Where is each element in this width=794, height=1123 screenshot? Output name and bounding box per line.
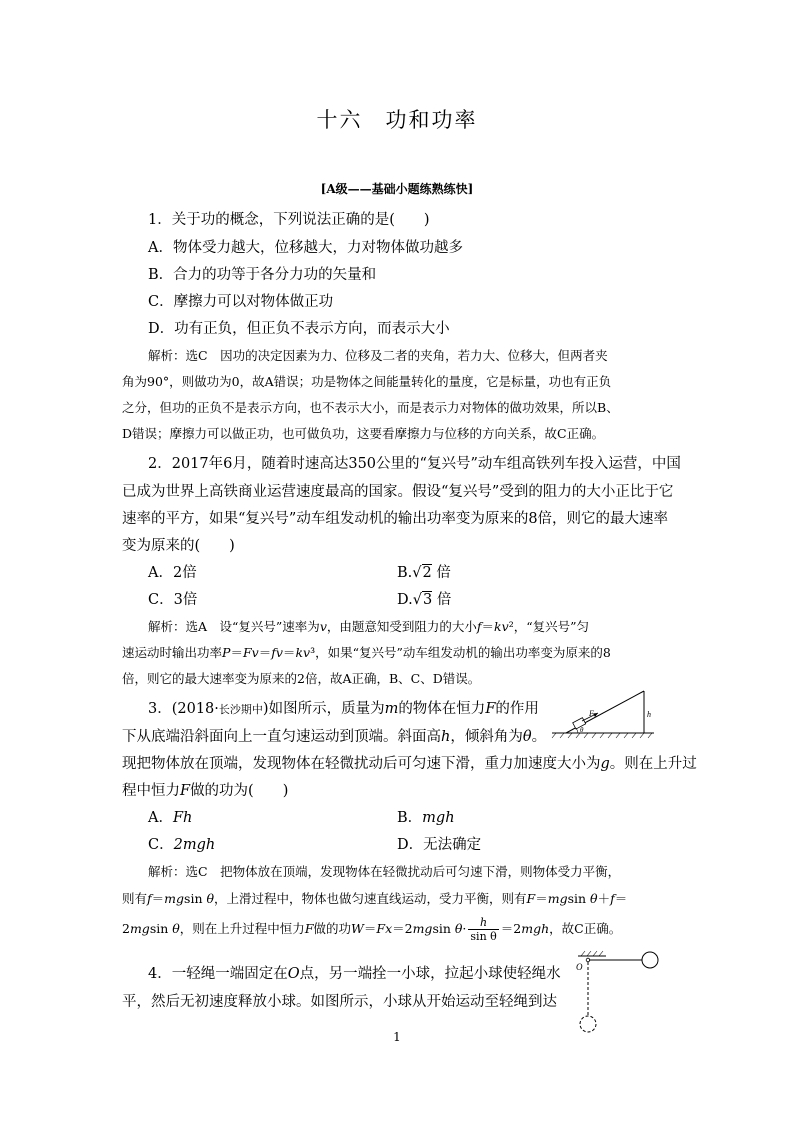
q1-option-b: B．合力的功等于各分力功的矢量和 <box>148 267 377 283</box>
q2-option-d: D.√3 倍 <box>397 592 452 608</box>
section-heading: [A级——基础小题练熟练快] <box>320 182 474 196</box>
q1-option-c: C．摩擦力可以对物体做正功 <box>148 294 334 310</box>
q2-option-b: B.√2 倍 <box>397 565 451 581</box>
q2-stem-line: 速率的平方，如果“复兴号”动车组发动机的输出功率变为原来的8倍，则它的最大速率 <box>122 511 669 527</box>
q4-stem-line: 4．一轻绳一端固定在O点，另一端拴一小球，拉起小球使轻绳水 <box>148 966 561 982</box>
q2-solution-line: 倍，则它的最大速率变为原来的2倍，故A正确，B、C、D错误。 <box>122 671 481 686</box>
q3-option-c: C．2mgh <box>148 837 216 853</box>
q1-stem: 1．关于功的概念，下列说法正确的是( ) <box>148 212 430 228</box>
fraction: $\frac{h}{\text{sin θ}}$ <box>470 916 497 943</box>
q1-option-d: D．功有正负，但正负不表示方向，而表示大小 <box>148 321 450 337</box>
q2-stem-line: 2．2017年6月，随着时速高达350公里的“复兴号”动车组高铁列车投入运营，中国 <box>148 456 681 472</box>
q2-option-c: C．3倍 <box>148 592 198 608</box>
q3-option-d: D．无法确定 <box>397 837 482 853</box>
q3-option-a: A．Fh <box>148 810 193 826</box>
q3-stem-line: 下从底端沿斜面向上一直匀速运动到顶端。斜面高h，倾斜角为θ。 <box>122 729 547 745</box>
q4-stem-line: 平，然后无初速度释放小球。如图所示，小球从开始运动至轻绳到达 <box>122 994 557 1010</box>
fig-label-h: h <box>647 710 651 719</box>
q3-stem-line: 现把物体放在顶端，发现物体在轻微扰动后可匀速下滑，重力加速度大小为g。则在上升过 <box>122 756 697 772</box>
pendulum-diagram <box>572 948 664 1036</box>
q1-solution-line: 解析：选C 因功的决定因素为力、位移及二者的夹角，若力大、位移大，但两者夹 <box>148 348 608 363</box>
q3-solution-line: 则有f＝mgsin θ，上滑过程中，物体也做匀速直线运动，受力平衡，则有F＝mgsin θ＋f＝ <box>122 891 628 906</box>
q3-solution-line: 2mgsin θ，则在上升过程中恒力F做的功W＝Fx＝2mgsin θ· $\frac{h}{\text{sin θ}}$ ＝2mgh，故C正确。 <box>122 916 622 943</box>
fig-label-theta: θ <box>580 726 584 734</box>
q2-solution-line: 解析：选A 设“复兴号”速率为v，由题意知受到阻力的大小f＝kv²，“复兴号”匀 <box>148 619 589 634</box>
q3-stem-line: 程中恒力F做的功为( ) <box>122 783 289 799</box>
q1-solution-line: 之分，但功的正负不是表示方向，也不表示大小，而是表示力对物体的做功效果，所以B、 <box>122 400 619 415</box>
incline-diagram <box>548 687 660 739</box>
q3-solution-line: 解析：选C 把物体放在顶端，发现物体在轻微扰动后可匀速下滑，则物体受力平衡， <box>148 864 621 879</box>
page-number: 1 <box>393 1030 401 1044</box>
q2-stem-line: 已成为世界上高铁商业运营速度最高的国家。假设“复兴号”受到的阻力的大小正比于它 <box>122 484 674 500</box>
fig-label-F: F <box>589 709 594 718</box>
q2-option-a: A．2倍 <box>148 565 197 581</box>
page-title: 十六 功和功率 <box>316 108 478 132</box>
q1-solution-line: 角为90°，则做功为0，故A错误；功是物体之间能量转化的量度，它是标量，功也有正负 <box>122 374 612 389</box>
q1-solution-line: D错误；摩擦力可以做正功，也可做负功，这要看摩擦力与位移的方向关系，故C正确。 <box>122 426 605 441</box>
q1-option-a: A．物体受力越大，位移越大，力对物体做功越多 <box>148 240 463 256</box>
q2-stem-line: 变为原来的( ) <box>122 538 235 554</box>
q2-solution-line: 速运动时输出功率P＝Fv＝fv＝kv³，如果“复兴号”动车组发动机的输出功率变为原来的8 <box>122 645 611 660</box>
q3-stem-line: 3．(2018·长沙期中)如图所示，质量为m的物体在恒力F的作用 <box>148 701 539 717</box>
fig-label-O: O <box>576 962 583 972</box>
q3-option-b: B．mgh <box>397 810 455 826</box>
